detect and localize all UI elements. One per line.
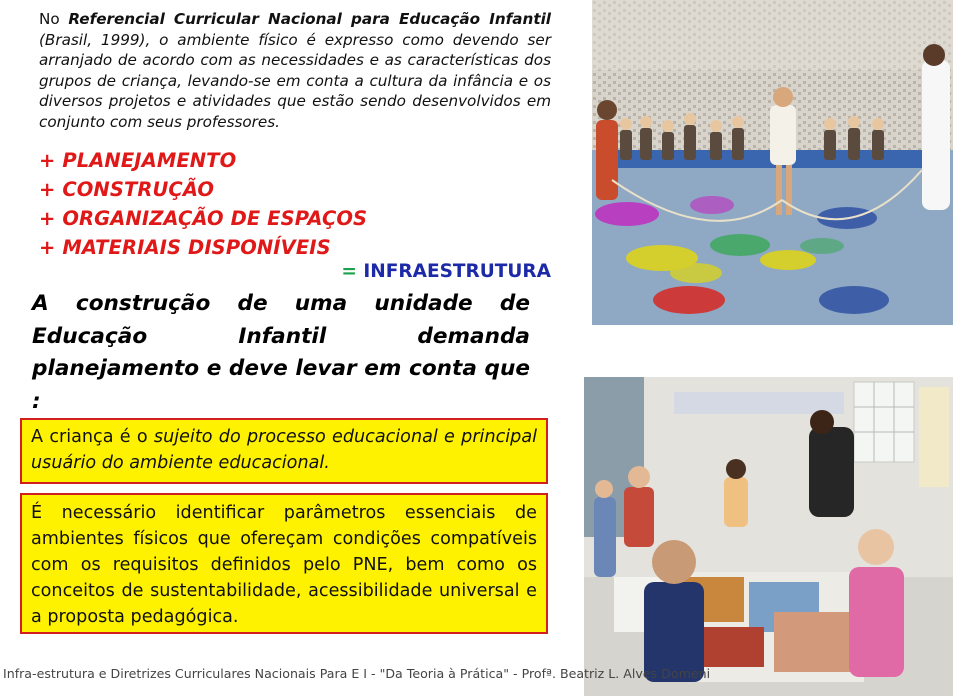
- plus-item-planejamento: + PLANEJAMENTO: [39, 149, 237, 172]
- footer-caption: Infra-estrutura e Diretrizes Curriculares Nacionais Para E I - "Da Teoria à Prática" - Profª. Beatriz L. Alves Domeni: [3, 666, 711, 681]
- box1-plain: A criança é o: [31, 427, 154, 447]
- infraestrutura-result: [341, 261, 551, 282]
- highlight-box-parametros: [20, 493, 548, 634]
- photo-classroom-activity: [584, 377, 953, 696]
- intro-paragraph: [39, 9, 551, 132]
- box1-italic: sujeito do processo educacional e principal usuário do ambiente educacional.: [31, 427, 537, 473]
- main-statement: A construção de uma unidade de Educação Infantil demanda planejamento e deve levar em conta que :: [32, 291, 530, 414]
- intro-rest: (Brasil, 1999), o ambiente físico é expresso como devendo ser arranjado de acordo com as necessidades e as características dos grupos de criança, levando-se em conta a cultura da infância e os diversos projetos e atividades que estão sendo desenvolvidos em conjunto com seus professores.: [39, 30, 551, 131]
- highlight-box-crianca: [20, 418, 548, 484]
- plus-item-construcao: + CONSTRUÇÃO: [39, 178, 215, 201]
- plus-list: [39, 146, 367, 262]
- plus-item-materiais: + MATERIAIS DISPONÍVEIS: [39, 236, 331, 259]
- intro-title: Referencial Curricular Nacional para Educação Infantil: [68, 10, 551, 28]
- intro-prefix: No: [39, 10, 69, 28]
- equals-sign: =: [341, 261, 357, 282]
- plus-item-organizacao: + ORGANIZAÇÃO DE ESPAÇOS: [39, 207, 368, 230]
- infraestrutura-label: INFRAESTRUTURA: [356, 261, 551, 282]
- box2-text: É necessário identificar parâmetros essenciais de ambientes físicos que ofereçam condições compatíveis com os requisitos definidos pelo PNE, bem como os conceitos de sustentabilidade, acessibilidade universal e a proposta pedagógica.: [31, 503, 537, 627]
- photo-children-jump-rope: [592, 0, 953, 325]
